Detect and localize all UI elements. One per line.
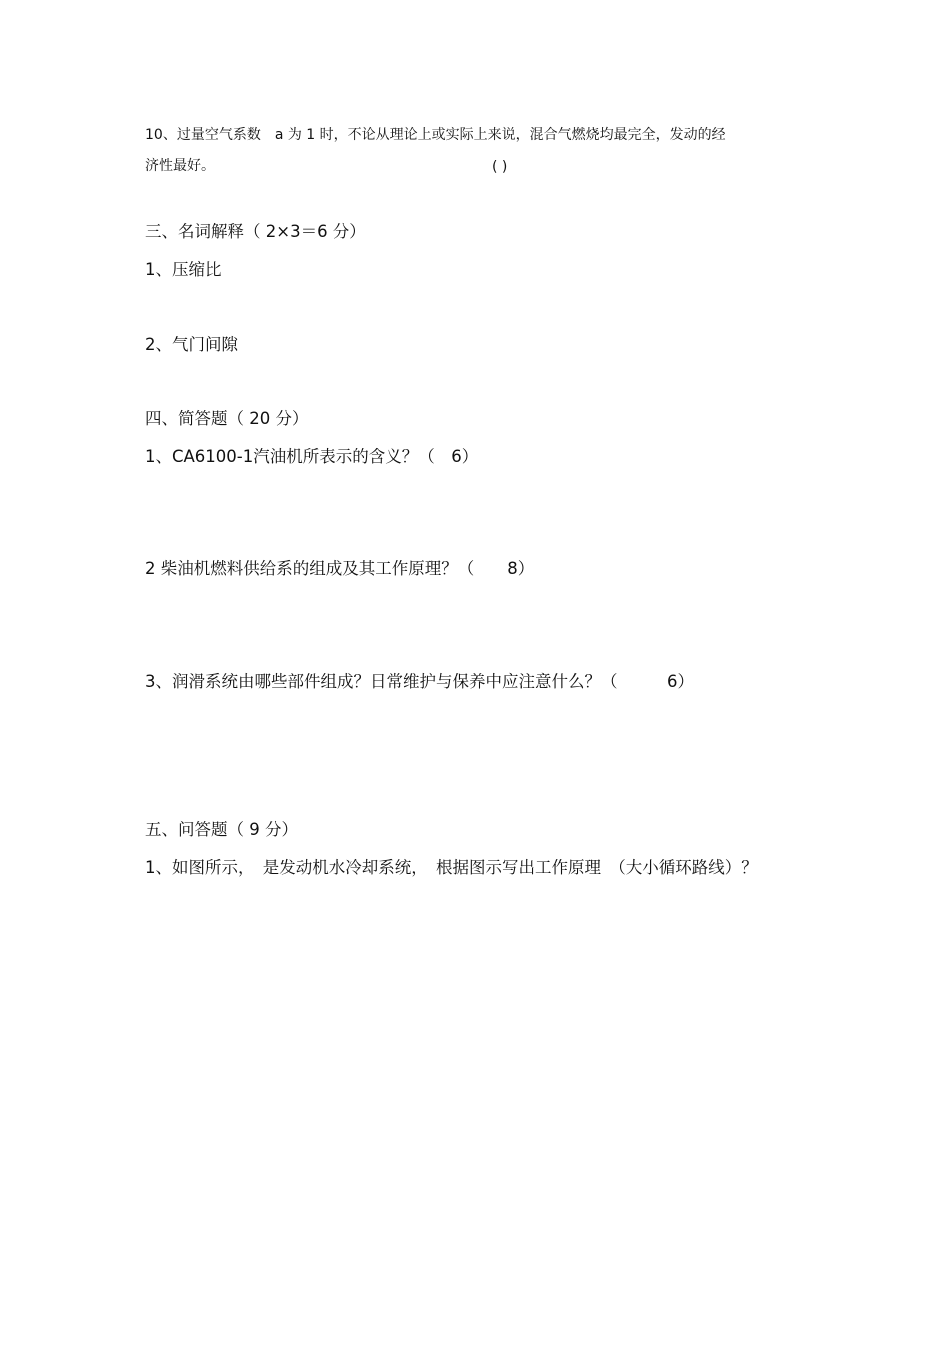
- question-10-answer-paren: ( ): [492, 159, 508, 175]
- section-3-heading: 三、名词解释（ 2×3＝6 分）: [145, 222, 366, 241]
- question-10-line-2: 济性最好。: [145, 158, 215, 174]
- section-3-item-1: 1、压缩比: [145, 260, 222, 279]
- section-4-item-2: 2 柴油机燃料供给系的组成及其工作原理？（ 8）: [145, 559, 535, 578]
- section-5-heading: 五、问答题（ 9 分）: [145, 820, 298, 839]
- section-4-heading: 四、简答题（ 20 分）: [145, 409, 309, 428]
- question-10-line-1: 10、过量空气系数 a 为 1 时，不论从理论上或实际上来说，混合气燃烧均最完全，发动的经: [145, 127, 726, 143]
- section-4-item-3: 3、润滑系统由哪些部件组成？日常维护与保养中应注意什么？（ 6）: [145, 672, 694, 691]
- section-4-item-1: 1、CA6100-1汽油机所表示的含义？（ 6）: [145, 447, 479, 466]
- section-5-item-1: 1、如图所示， 是发动机水冷却系统， 根据图示写出工作原理 （大小循环路线）？: [145, 858, 758, 877]
- section-3-item-2: 2、气门间隙: [145, 335, 238, 354]
